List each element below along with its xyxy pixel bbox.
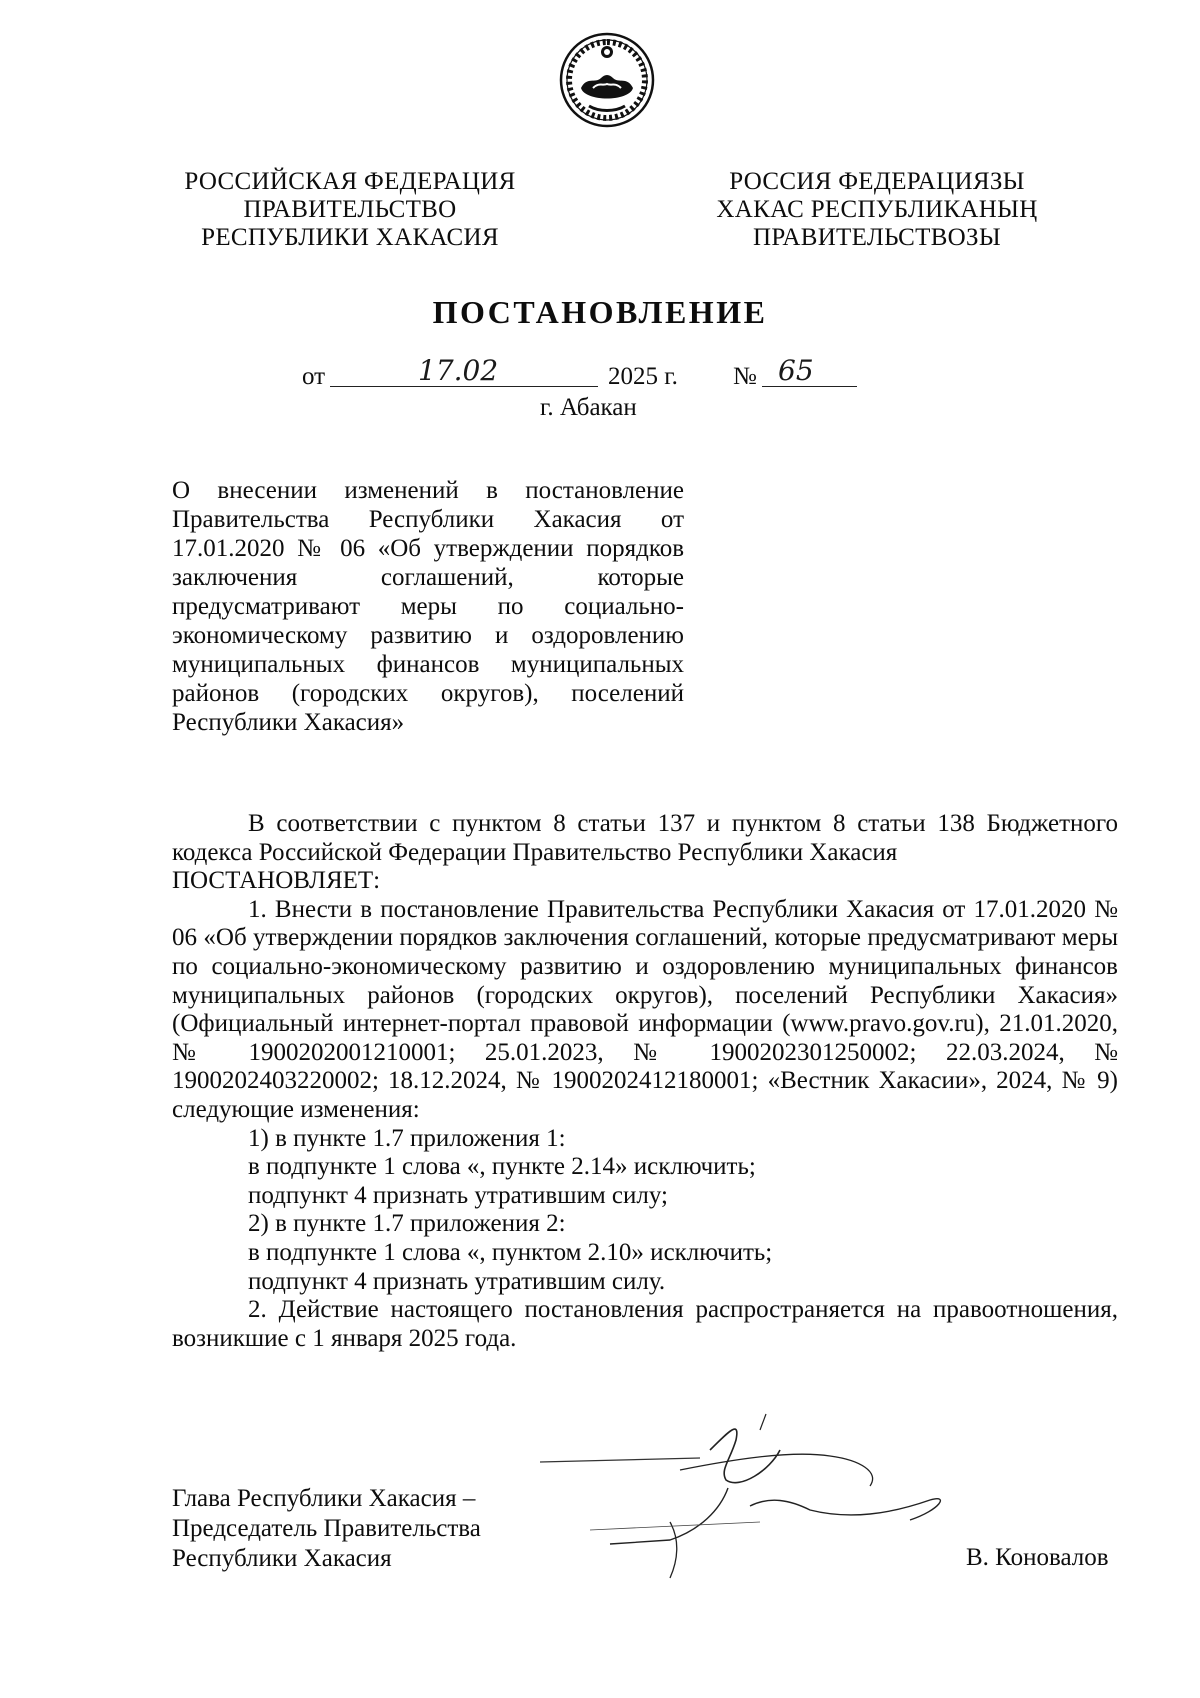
signatory-title-line-1: Глава Республики Хакасия – [172,1485,476,1512]
header-russian [170,168,530,252]
item-1-1b: подпункт 4 признать утратившим силу; [248,1181,668,1209]
handwritten-signature [530,1410,970,1590]
document-body [172,810,1118,1353]
item-1-2: 2) в пункте 1.7 приложения 2: [248,1210,566,1238]
number-label: № [733,363,757,390]
item-1-2a: в подпункте 1 слова «, пунктом 2.10» исключить; [248,1238,773,1266]
paragraph-1: 1. Внести в постановление Правительства Республики Хакасия от 17.01.2020 № 06 «Об утверждении порядков заключения соглашений, которые предусматривают меры по социально-экономическому развитию и оздоровлению муниципальных финансов муниципальных районов (городских округов), поселений Республики Хакасия» (Официальный интернет-портал правовой информации (www.pravo.gov.ru), 21.01.2020, № 1900202001210001; 25.01.2023, № 1900202301250002; 22.03.2024, № 1900202403220002; 18.12.2024, № 1900202412180001; «Вестник Хакасии», 2024, № 9) следующие изменения: [172,895,1118,1123]
year-label: 2025 г. [608,363,678,390]
header-khakas [702,168,1052,252]
signatory-title-line-2: Председатель Правительства [172,1515,481,1542]
decree-word: ПОСТАНОВЛЯЕТ: [172,867,381,895]
signatory-title-line-3: Республики Хакасия [172,1545,392,1572]
header-right-line-1: РОССИЯ ФЕДЕРАЦИЯЗЫ [729,168,1025,195]
signatory-title [172,1484,481,1574]
header-left-line-2: ПРАВИТЕЛЬСТВО [243,196,457,223]
city-label: г. Абакан [540,394,637,421]
document-type-title: ПОСТАНОВЛЕНИЕ [432,294,768,330]
document-subject: О внесении изменений в постановление Правительства Республики Хакасия от 17.01.2020 № 06 «Об утверждении порядков заключения соглашений, которые предусматривают меры по социально-экономическому развитию и оздоровлению муниципальных финансов муниципальных районов (городских округов), поселений Республики Хакасия» [172,477,684,736]
item-1-1a: в подпункте 1 слова «, пункте 2.14» исключить; [248,1153,756,1181]
coat-of-arms-emblem [559,32,655,128]
paragraph-2: 2. Действие настоящего постановления распространяется на правоотношения, возникшие с 1 января 2025 года. [172,1296,1118,1352]
item-1-2b: подпункт 4 признать утратившим силу. [248,1267,666,1295]
from-label: от [302,363,326,390]
header-right-line-3: ПРАВИТЕЛЬСТВОЗЫ [753,224,1001,251]
preamble: В соответствии с пунктом 8 статьи 137 и пунктом 8 статьи 138 Бюджетного кодекса Российской Федерации Правительство Республики Хакасия [172,810,1118,866]
header-left-line-1: РОССИЙСКАЯ ФЕДЕРАЦИЯ [184,168,516,195]
handwritten-date: 17.02 [418,354,499,387]
header-left-line-3: РЕСПУБЛИКИ ХАКАСИЯ [201,224,499,251]
item-1-1: 1) в пункте 1.7 приложения 1: [248,1124,566,1152]
signatory-name: В. Коновалов [966,1544,1109,1571]
header-right-line-2: ХАКАС РЕСПУБЛИКАНЫҢ [716,196,1038,223]
handwritten-number: 65 [778,354,814,387]
